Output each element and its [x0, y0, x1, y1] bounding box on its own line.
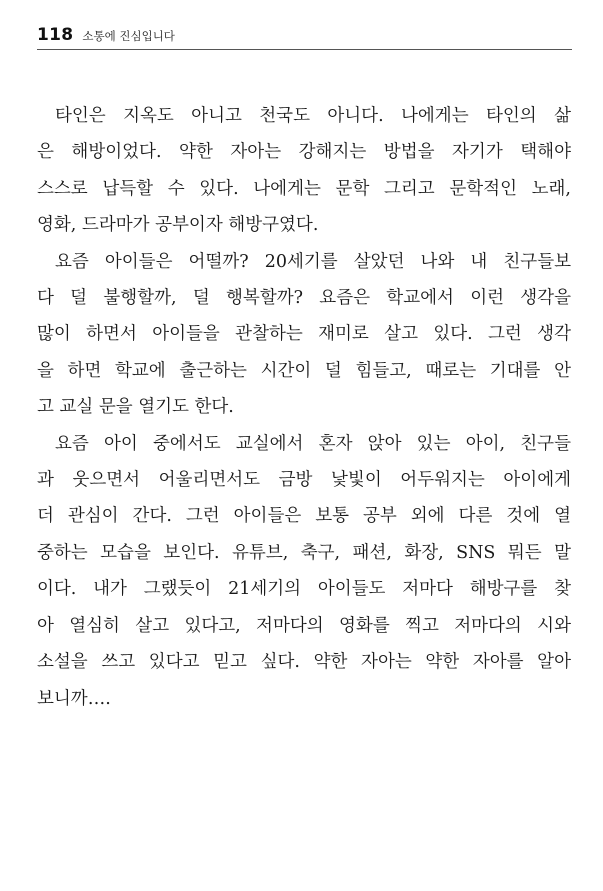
text-line: 은 해방이었다. 약한 자아는 강해지는 방법을 자기가 택해야	[37, 142, 571, 163]
text-line: 많이 하면서 아이들을 관찰하는 재미로 살고 있다. 그런 생각	[37, 324, 571, 345]
page-number: 118	[37, 25, 74, 45]
text-line: 중하는 모습을 보인다. 유튜브, 축구, 패션, 화장, SNS 뭐든 말	[37, 542, 571, 563]
text-line: 영화, 드라마가 공부이자 해방구였다.	[37, 215, 319, 236]
text-line: 소설을 쓰고 있다고 믿고 싶다. 약한 자아는 약한 자아를 알아	[37, 652, 571, 673]
running-header	[37, 19, 572, 47]
paragraph-1	[37, 98, 571, 244]
paragraph-3	[37, 426, 571, 717]
text-line: 요즘 아이 중에서도 교실에서 혼자 앉아 있는 아이, 친구들	[55, 433, 571, 454]
text-line: 요즘 아이들은 어떨까? 20세기를 살았던 나와 내 친구들보	[55, 251, 571, 272]
text-line: 타인은 지옥도 아니고 천국도 아니다. 나에게는 타인의 삶	[55, 106, 571, 126]
text-line: 스스로 납득할 수 있다. 나에게는 문학 그리고 문학적인 노래,	[37, 178, 571, 199]
body-text	[37, 98, 571, 717]
text-line: 을 하면 학교에 출근하는 시간이 덜 힘들고, 때로는 기대를 안	[37, 360, 571, 381]
book-title: 소통에 진심입니다	[82, 29, 175, 43]
text-line: 고 교실 문을 열기도 한다.	[37, 397, 234, 418]
text-line: 이다. 내가 그랬듯이 21세기의 아이들도 저마다 해방구를 찾	[37, 579, 571, 600]
text-line: 다 덜 불행할까, 덜 행복할까? 요즘은 학교에서 이런 생각을	[37, 288, 571, 309]
paragraph-2	[37, 244, 571, 426]
text-line: 과 웃으면서 어울리면서도 금방 낯빛이 어두워지는 아이에게	[37, 470, 571, 491]
header-divider	[37, 49, 572, 50]
text-line: 아 열심히 살고 있다고, 저마다의 영화를 찍고 저마다의 시와	[37, 615, 571, 636]
text-line: 더 관심이 간다. 그런 아이들은 보통 공부 외에 다른 것에 열	[37, 506, 571, 527]
text-line: 보니까….	[37, 688, 111, 709]
